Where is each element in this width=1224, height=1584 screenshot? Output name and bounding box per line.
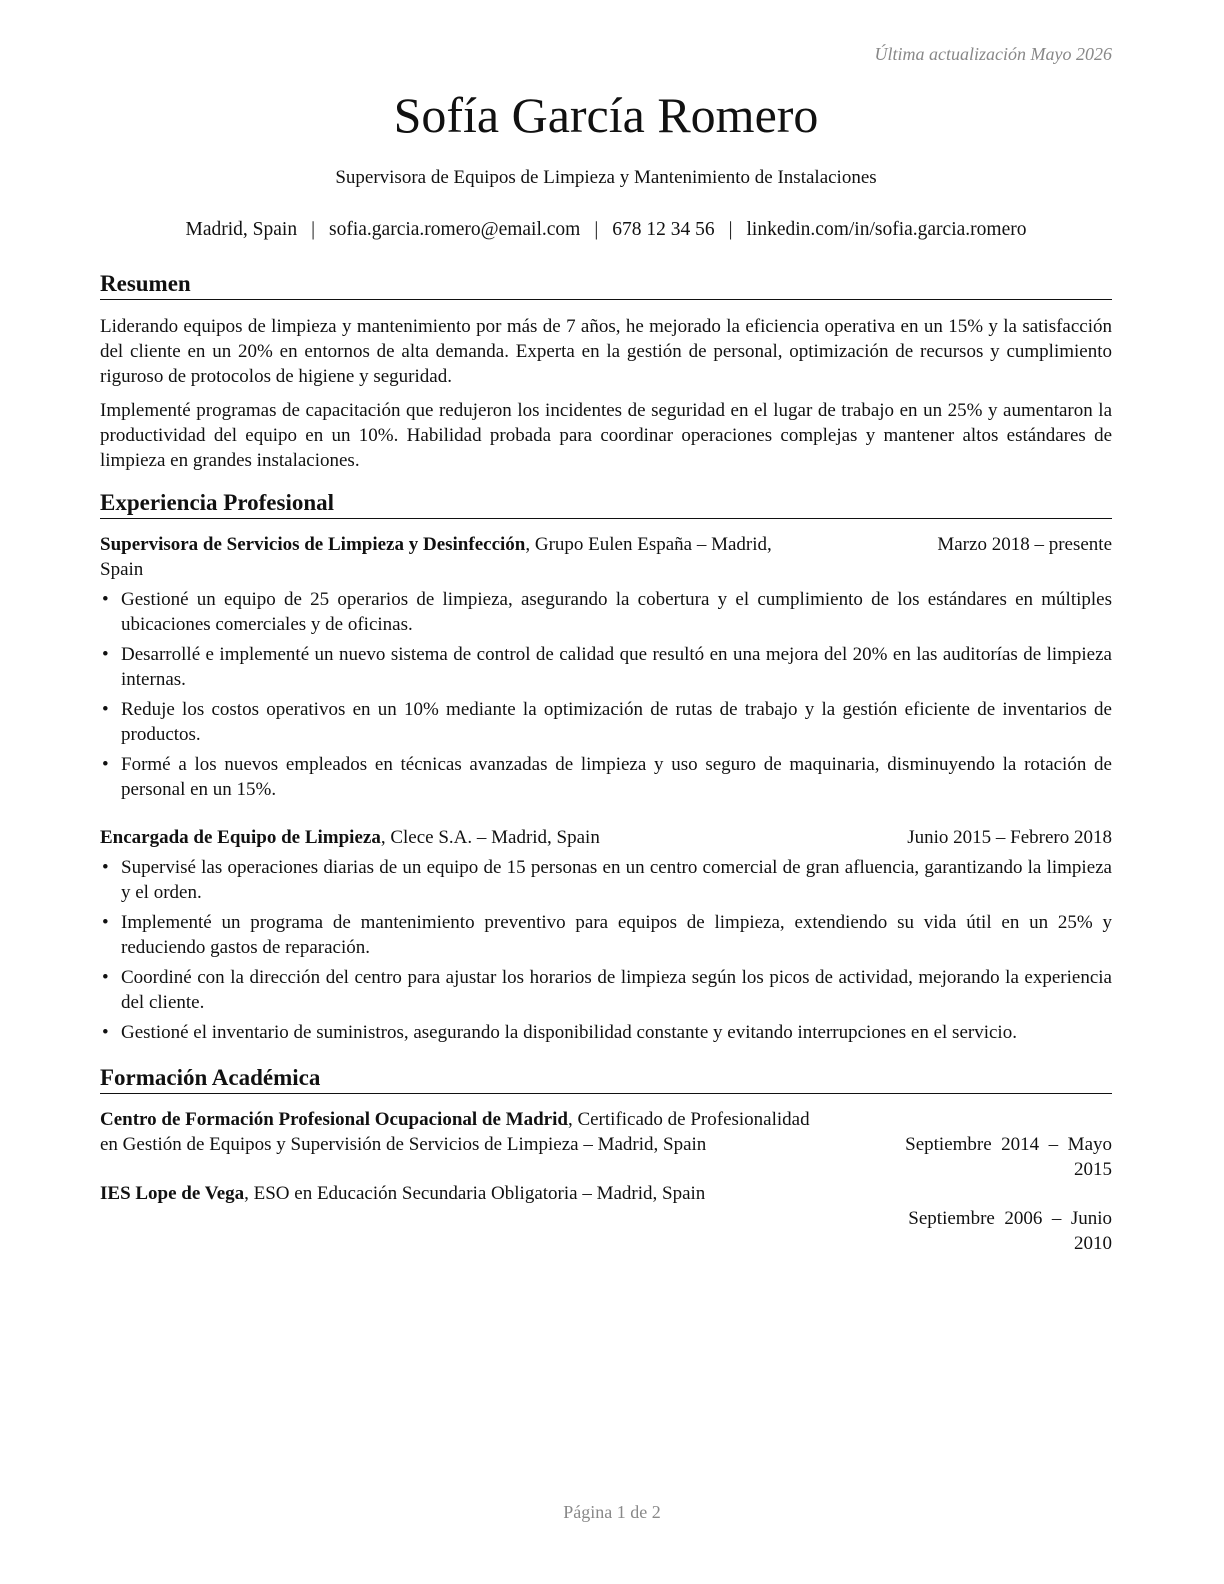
job-bullets	[100, 855, 1112, 1050]
education-dates: Septiembre 2006 – Junio 2010	[908, 1208, 1112, 1254]
list-item: • Supervisé las operaciones diarias de un equipo de 15 personas en un centro comercial de gran afluencia, garantizando la limpieza y el orden.	[102, 857, 1112, 903]
section-title-summary: Resumen	[100, 270, 1112, 300]
headline: Supervisora de Equipos de Limpieza y Mantenimiento de Instalaciones	[335, 167, 877, 188]
summary-paragraph-1: Liderando equipos de limpieza y mantenimiento por más de 7 años, he mejorado la eficiencia operativa en un 15% y la satisfacción del cliente en un 20% en entornos de alta demanda. Experta en la gestión de personal, optimización de recursos y cumplimiento riguroso de protocolos de higiene y seguridad.	[100, 316, 1112, 387]
contact-separator: |	[594, 219, 599, 240]
job-dates: Junio 2015 – Febrero 2018	[907, 827, 1112, 848]
job-company-continued: Spain	[100, 559, 144, 580]
contact-separator: |	[311, 219, 316, 240]
contact-phone: 678 12 34 56	[612, 219, 715, 240]
job-bullets	[100, 587, 1112, 807]
job-title-company	[100, 532, 772, 582]
education-school: IES Lope de Vega	[100, 1183, 245, 1204]
contact-separator: |	[728, 219, 733, 240]
education-dates: Septiembre 2014 – Mayo 2015	[905, 1134, 1112, 1180]
summary-paragraph-2: Implementé programas de capacitación que redujeron los incidentes de seguridad en el lugar de trabajo en un 25% y aumentaron la productividad del equipo en un 10%. Habilidad probada para coordinar operaciones complejas y mantener altos estándares de limpieza en grandes instalaciones.	[100, 400, 1112, 471]
contact-email[interactable]: sofia.garcia.romero@email.com	[329, 219, 581, 240]
job-company: , Clece S.A. – Madrid, Spain	[380, 827, 600, 848]
list-item: • Implementé un programa de mantenimiento preventivo para equipos de limpieza, extendiendo su vida útil en un 25% y reduciendo gastos de reparación.	[102, 912, 1112, 958]
education-item	[100, 1181, 1112, 1254]
contact-linkedin[interactable]: linkedin.com/in/sofia.garcia.romero	[746, 219, 1027, 240]
candidate-name: Sofía García Romero	[393, 87, 819, 143]
job-role: Encargada de Equipo de Limpieza	[100, 827, 381, 848]
list-item: • Coordiné con la dirección del centro para ajustar los horarios de limpieza según los picos de actividad, mejorando la experiencia del cliente.	[102, 967, 1112, 1013]
list-item: • Reduje los costos operativos en un 10% mediante la optimización de rutas de trabajo y la gestión eficiente de inventarios de productos.	[102, 699, 1112, 745]
job-header	[100, 532, 1112, 582]
contact-line	[100, 219, 1112, 241]
education-item	[100, 1107, 1112, 1180]
section-title-experience: Experiencia Profesional	[100, 489, 1112, 519]
job-company: , Grupo Eulen España – Madrid,	[525, 534, 772, 555]
list-item: • Formé a los nuevos empleados en técnicas avanzadas de limpieza y uso seguro de maquinaria, disminuyendo la rotación de personal en un 15%.	[102, 754, 1112, 800]
list-item: • Desarrollé e implementé un nuevo sistema de control de calidad que resultó en una mejora del 20% en las auditorías de limpieza internas.	[102, 644, 1112, 690]
education-school: Centro de Formación Profesional Ocupacional de Madrid	[100, 1109, 568, 1130]
job-role: Supervisora de Servicios de Limpieza y Desinfección	[100, 534, 526, 555]
education-detail: IES Lope de Vega, ESO en Educación Secundaria Obligatoria – Madrid, Spain	[100, 1183, 706, 1204]
contact-location: Madrid, Spain	[185, 219, 298, 240]
job-dates: Marzo 2018 – presente	[937, 534, 1112, 555]
education-detail: Centro de Formación Profesional Ocupacional de Madrid, Certificado de Profesionalidad en Gestión de Equipos y Supervisión de Servicios de Limpieza – Madrid, Spain	[100, 1109, 810, 1155]
section-title-education: Formación Académica	[100, 1064, 1112, 1094]
list-item: • Gestioné un equipo de 25 operarios de limpieza, asegurando la cobertura y el cumplimiento de los estándares en múltiples ubicaciones comerciales y de oficinas.	[102, 589, 1112, 635]
job-title-company	[100, 825, 600, 850]
list-item: • Gestioné el inventario de suministros, asegurando la disponibilidad constante y evitando interrupciones en el servicio.	[102, 1022, 1017, 1043]
page-number: Página 1 de 2	[563, 1502, 661, 1522]
last-updated: Última actualización Mayo 2026	[874, 44, 1112, 64]
job-header	[100, 825, 1112, 850]
